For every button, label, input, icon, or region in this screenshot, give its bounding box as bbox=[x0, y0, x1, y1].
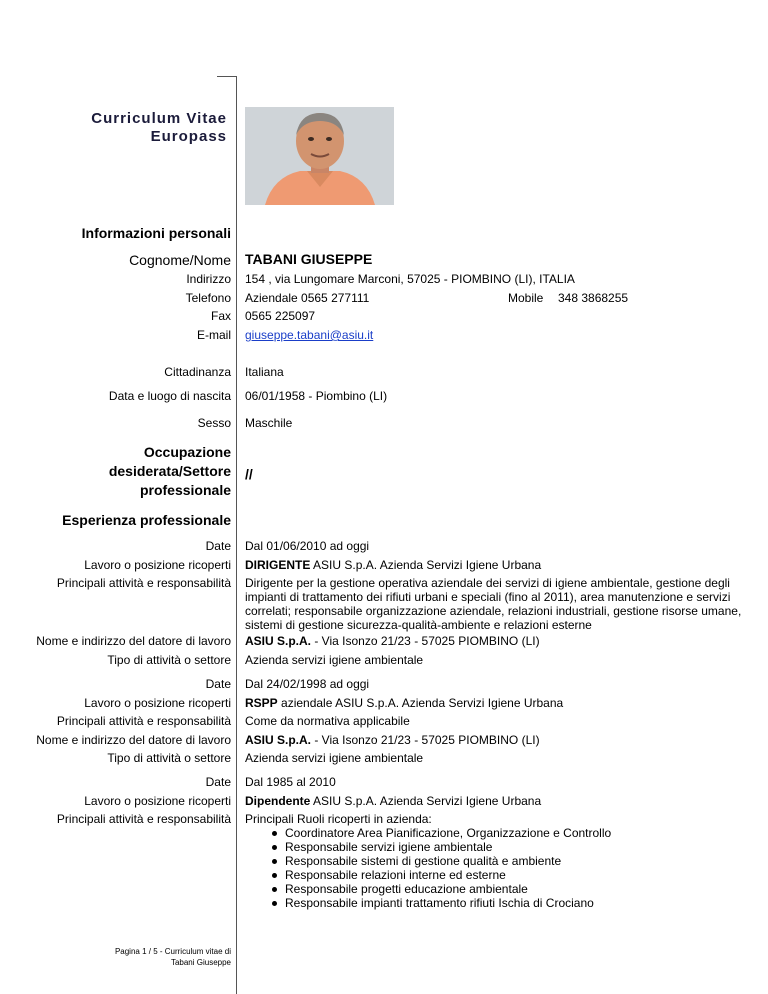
page-footer bbox=[115, 946, 231, 968]
fax-label: Fax bbox=[210, 309, 231, 323]
section-experience: Esperienza professionale bbox=[62, 512, 231, 528]
exp2-sector-label: Tipo di attività o settore bbox=[107, 751, 231, 765]
address-value: 154 , via Lungomare Marconi, 57025 - PIOMBINO (LI), ITALIA bbox=[245, 272, 575, 286]
list-item: Responsabile servizi igiene ambientale bbox=[285, 840, 745, 854]
section-personal-info: Informazioni personali bbox=[81, 225, 231, 241]
exp1-date-label: Date bbox=[205, 539, 231, 553]
portrait-photo-icon bbox=[245, 107, 394, 205]
phone-label: Telefono bbox=[185, 291, 231, 305]
list-item: Responsabile sistemi di gestione qualità e ambiente bbox=[285, 854, 745, 868]
exp2-position-company: aziendale ASIU S.p.A. Azienda Servizi Igiene Urbana bbox=[277, 696, 564, 710]
phone-value: Aziendale 0565 277111 bbox=[245, 291, 370, 305]
exp1-position bbox=[245, 558, 541, 572]
exp2-position-label: Lavoro o posizione ricoperti bbox=[84, 696, 231, 710]
occupation-label bbox=[31, 443, 231, 500]
exp1-activities-label: Principali attività e responsabilità bbox=[56, 576, 231, 590]
exp1-employer bbox=[245, 634, 540, 648]
roles-list bbox=[245, 826, 745, 910]
exp3-position bbox=[245, 794, 541, 808]
exp3-date-label: Date bbox=[205, 775, 231, 789]
exp1-employer-address: - Via Isonzo 21/23 - 57025 PIOMBINO (LI) bbox=[311, 634, 540, 648]
exp1-activities: Dirigente per la gestione operativa aziendale dei servizi di igiene ambientale, gestione degli impianti di trattamento dei rifiuti urbani e speciali (fino al 2011), area manutenzione e servizi correlati; responsabile organizzazione aziendale, relazioni industriali, gestione risorse umane, sistemi di gestione sicurezza-qualità-ambiente e relazioni esterne bbox=[245, 576, 742, 632]
exp3-position-title: Dipendente bbox=[245, 794, 311, 808]
exp2-employer bbox=[245, 733, 540, 747]
citizenship-label: Cittadinanza bbox=[164, 365, 231, 379]
birth-value: 06/01/1958 - Piombino (LI) bbox=[245, 389, 388, 403]
exp3-activities-label: Principali attività e responsabilità bbox=[56, 812, 231, 826]
column-divider bbox=[236, 76, 237, 941]
exp1-position-title: DIRIGENTE bbox=[245, 558, 311, 572]
exp2-sector: Azienda servizi igiene ambientale bbox=[245, 751, 424, 765]
name-value: TABANI GIUSEPPE bbox=[245, 251, 373, 267]
mobile-value: 348 3868255 bbox=[558, 291, 629, 305]
sex-label: Sesso bbox=[197, 416, 231, 430]
list-item: Responsabile relazioni interne ed esterne bbox=[285, 868, 745, 882]
occupation-value: // bbox=[245, 466, 253, 482]
list-item: Responsabile progetti educazione ambientale bbox=[285, 882, 745, 896]
exp2-position-title: RSPP bbox=[245, 696, 278, 710]
exp1-sector: Azienda servizi igiene ambientale bbox=[245, 653, 424, 667]
exp3-activities bbox=[245, 812, 745, 910]
exp1-employer-name: ASIU S.p.A. bbox=[245, 634, 312, 648]
exp2-position bbox=[245, 696, 563, 710]
exp1-position-company: ASIU S.p.A. Azienda Servizi Igiene Urbana bbox=[310, 558, 542, 572]
exp3-position-label: Lavoro o posizione ricoperti bbox=[84, 794, 231, 808]
exp3-position-company: ASIU S.p.A. Azienda Servizi Igiene Urbana bbox=[310, 794, 542, 808]
address-label: Indirizzo bbox=[186, 272, 231, 286]
exp2-date-label: Date bbox=[205, 677, 231, 691]
cv-title: Curriculum Vitae bbox=[91, 110, 227, 127]
exp1-date: Dal 01/06/2010 ad oggi bbox=[245, 539, 370, 553]
exp2-employer-label: Nome e indirizzo del datore di lavoro bbox=[36, 733, 231, 747]
footer-divider bbox=[236, 940, 237, 994]
portrait-photo bbox=[245, 107, 394, 205]
citizenship-value: Italiana bbox=[245, 365, 284, 379]
exp2-activities-label: Principali attività e responsabilità bbox=[56, 714, 231, 728]
footer-line1: Pagina 1 / 5 - Curriculum vitae di bbox=[114, 947, 231, 956]
exp1-sector-label: Tipo di attività o settore bbox=[107, 653, 231, 667]
exp2-date: Dal 24/02/1998 ad oggi bbox=[245, 677, 370, 691]
footer-line2: Tabani Giuseppe bbox=[170, 958, 231, 967]
exp2-activities: Come da normativa applicabile bbox=[245, 714, 410, 728]
cv-subtitle: Europass bbox=[150, 128, 227, 145]
exp1-position-label: Lavoro o posizione ricoperti bbox=[84, 558, 231, 572]
exp1-employer-label: Nome e indirizzo del datore di lavoro bbox=[36, 634, 231, 648]
list-item: Responsabile impianti trattamento rifiuti Ischia di Crociano bbox=[285, 896, 745, 910]
occupation-label-line1: Occupazione bbox=[143, 444, 231, 460]
exp3-date: Dal 1985 al 2010 bbox=[245, 775, 336, 789]
exp3-activities-intro: Principali Ruoli ricoperti in azienda: bbox=[245, 812, 432, 826]
exp2-employer-address: - Via Isonzo 21/23 - 57025 PIOMBINO (LI) bbox=[311, 733, 540, 747]
exp2-employer-name: ASIU S.p.A. bbox=[245, 733, 312, 747]
occupation-label-line2: desiderata/Settore bbox=[108, 463, 231, 479]
email-label: E-mail bbox=[196, 328, 231, 342]
mobile-label: Mobile bbox=[508, 291, 544, 305]
name-label: Cognome/Nome bbox=[129, 252, 231, 268]
list-item: Coordinatore Area Pianificazione, Organizzazione e Controllo bbox=[285, 826, 745, 840]
birth-label: Data e luogo di nascita bbox=[108, 389, 231, 403]
occupation-label-line3: professionale bbox=[139, 482, 231, 498]
email-link[interactable]: giuseppe.tabani@asiu.it bbox=[245, 328, 374, 342]
fax-value: 0565 225097 bbox=[245, 309, 316, 323]
sex-value: Maschile bbox=[245, 416, 293, 430]
frame-top-tick bbox=[217, 76, 237, 77]
